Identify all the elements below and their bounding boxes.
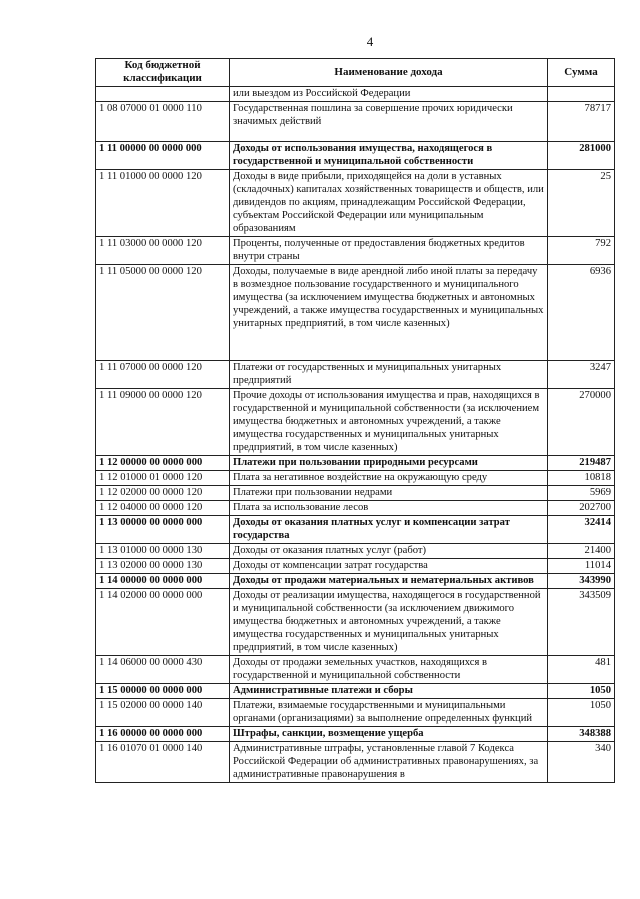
table-row	[96, 361, 615, 389]
row-name: Доходы, получаемые в виде арендной либо иной платы за передачу в возмездное пользование государственного и муниципального имущества (за исключением имущества бюджетных и автономных учреждений, а также имущества государственных и муниципальных унитарных предприятий, в том числе казенных)	[230, 265, 548, 361]
row-sum: 219487	[548, 456, 615, 471]
row-code: 1 12 02000 00 0000 120	[96, 486, 230, 501]
table-row	[96, 102, 615, 142]
row-sum: 481	[548, 656, 615, 684]
revenue-table	[95, 58, 615, 783]
row-code: 1 11 03000 00 0000 120	[96, 237, 230, 265]
row-sum: 5969	[548, 486, 615, 501]
table-row	[96, 486, 615, 501]
table-row	[96, 589, 615, 656]
row-name: Прочие доходы от использования имущества и прав, находящихся в государственной и муниципальной собственности (за исключением имущества бюджетных и автономных учреждений, а также имущества государственных и муниципальных унитарных предприятий, в том числе казенных)	[230, 389, 548, 456]
row-sum: 281000	[548, 142, 615, 170]
row-name: Государственная пошлина за совершение прочих юридически значимых действий	[230, 102, 548, 142]
row-sum: 32414	[548, 516, 615, 544]
row-code: 1 12 04000 00 0000 120	[96, 501, 230, 516]
row-code: 1 12 00000 00 0000 000	[96, 456, 230, 471]
row-code: 1 08 07000 01 0000 110	[96, 102, 230, 142]
row-name: Платежи при пользовании природными ресурсами	[230, 456, 548, 471]
table-row	[96, 389, 615, 456]
row-sum: 11014	[548, 559, 615, 574]
table-row	[96, 471, 615, 486]
row-name: Доходы от реализации имущества, находящегося в государственной и муниципальной собственности (за исключением движимого имущества бюджетных и автономных учреждений, а также имущества государственных и муниципальных унитарных предприятий, в том числе казенных)	[230, 589, 548, 656]
row-code: 1 14 02000 00 0000 000	[96, 589, 230, 656]
table-row	[96, 265, 615, 361]
row-name: Проценты, полученные от предоставления бюджетных кредитов внутри страны	[230, 237, 548, 265]
row-name: Платежи при пользовании недрами	[230, 486, 548, 501]
row-code: 1 16 01070 01 0000 140	[96, 742, 230, 783]
row-name: Плата за негативное воздействие на окружающую среду	[230, 471, 548, 486]
row-code: 1 11 09000 00 0000 120	[96, 389, 230, 456]
row-sum: 202700	[548, 501, 615, 516]
table-row-group	[96, 684, 615, 699]
table-row	[96, 170, 615, 237]
table-row	[96, 237, 615, 265]
page-number: 4	[366, 34, 374, 49]
table-row-group	[96, 516, 615, 544]
row-sum: 25	[548, 170, 615, 237]
row-name: Доходы от продажи земельных участков, находящихся в государственной и муниципальной собственности	[230, 656, 548, 684]
row-sum: 340	[548, 742, 615, 783]
table-row	[96, 559, 615, 574]
row-code: 1 14 06000 00 0000 430	[96, 656, 230, 684]
row-code: 1 11 05000 00 0000 120	[96, 265, 230, 361]
table-row	[96, 742, 615, 783]
row-name: Доходы от продажи материальных и нематериальных активов	[230, 574, 548, 589]
row-code: 1 14 00000 00 0000 000	[96, 574, 230, 589]
row-name: Доходы от оказания платных услуг и компенсации затрат государства	[230, 516, 548, 544]
row-sum: 78717	[548, 102, 615, 142]
row-sum: 270000	[548, 389, 615, 456]
row-sum: 792	[548, 237, 615, 265]
row-sum	[548, 87, 615, 102]
row-name: Доходы от оказания платных услуг (работ)	[230, 544, 548, 559]
table-row	[96, 544, 615, 559]
table-row	[96, 87, 615, 102]
table-row	[96, 656, 615, 684]
row-code: 1 12 01000 01 0000 120	[96, 471, 230, 486]
row-code: 1 13 00000 00 0000 000	[96, 516, 230, 544]
table-row-group	[96, 727, 615, 742]
row-sum: 21400	[548, 544, 615, 559]
row-code: 1 16 00000 00 0000 000	[96, 727, 230, 742]
row-sum: 6936	[548, 265, 615, 361]
row-code	[96, 87, 230, 102]
table-row-group	[96, 142, 615, 170]
row-sum: 1050	[548, 684, 615, 699]
row-name: Административные платежи и сборы	[230, 684, 548, 699]
row-code: 1 11 07000 00 0000 120	[96, 361, 230, 389]
table-row-group	[96, 456, 615, 471]
row-code: 1 13 02000 00 0000 130	[96, 559, 230, 574]
header-code: Код бюджетной классификации	[96, 59, 230, 87]
table-row-group	[96, 574, 615, 589]
row-name: Штрафы, санкции, возмещение ущерба	[230, 727, 548, 742]
row-code: 1 11 00000 00 0000 000	[96, 142, 230, 170]
row-sum: 1050	[548, 699, 615, 727]
row-code: 1 13 01000 00 0000 130	[96, 544, 230, 559]
row-sum: 348388	[548, 727, 615, 742]
row-name: Доходы от компенсации затрат государства	[230, 559, 548, 574]
row-sum: 343509	[548, 589, 615, 656]
row-sum: 343990	[548, 574, 615, 589]
row-code: 1 15 00000 00 0000 000	[96, 684, 230, 699]
table-row	[96, 501, 615, 516]
table-header-row	[96, 59, 615, 87]
header-name: Наименование дохода	[230, 59, 548, 87]
row-sum: 10818	[548, 471, 615, 486]
row-name: или выездом из Российской Федерации	[230, 87, 548, 102]
row-name: Доходы в виде прибыли, приходящейся на доли в уставных (складочных) капиталах хозяйственных товариществ и обществ, или дивидендов по акциям, принадлежащим Российской Федерации, субъектам Российской Федерации или муниципальным образованиям	[230, 170, 548, 237]
row-sum: 3247	[548, 361, 615, 389]
table-row	[96, 699, 615, 727]
row-name: Плата за использование лесов	[230, 501, 548, 516]
row-name: Платежи от государственных и муниципальных унитарных предприятий	[230, 361, 548, 389]
row-code: 1 15 02000 00 0000 140	[96, 699, 230, 727]
row-name: Платежи, взимаемые государственными и муниципальными органами (организациями) за выполнение определенных функций	[230, 699, 548, 727]
header-sum: Сумма	[548, 59, 615, 87]
row-name: Административные штрафы, установленные главой 7 Кодекса Российской Федерации об административных правонарушениях, за административные правонарушения в	[230, 742, 548, 783]
row-code: 1 11 01000 00 0000 120	[96, 170, 230, 237]
row-name: Доходы от использования имущества, находящегося в государственной и муниципальной собственности	[230, 142, 548, 170]
